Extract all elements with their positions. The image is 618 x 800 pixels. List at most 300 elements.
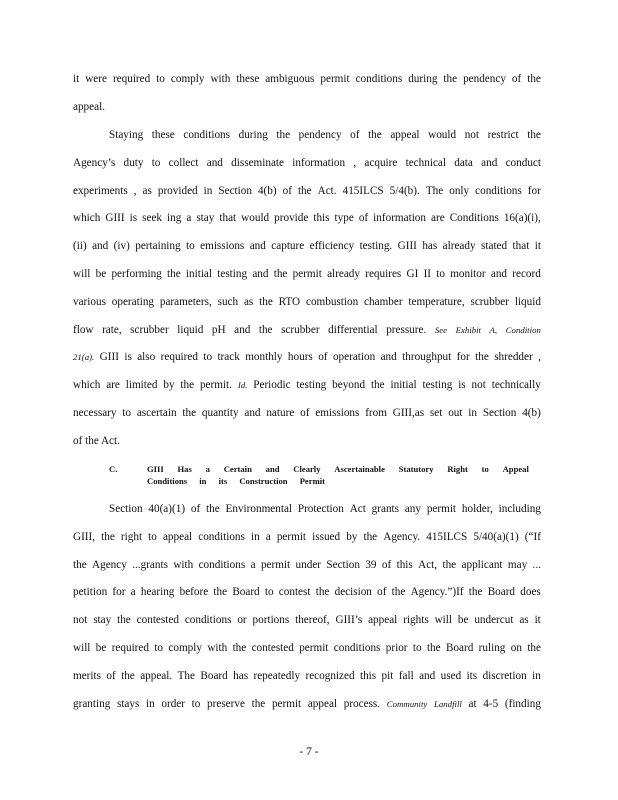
word: hearing — [140, 586, 175, 598]
word: the — [370, 379, 385, 391]
heading-line — [147, 476, 325, 487]
word: to — [203, 351, 213, 363]
word: See — [434, 325, 448, 335]
word: Conditions — [449, 212, 499, 224]
word: flow — [73, 324, 94, 336]
word: the — [182, 407, 197, 419]
word: to — [264, 586, 274, 598]
word: the — [180, 379, 195, 391]
word: undercut — [474, 614, 514, 626]
word: 415ILCS — [426, 531, 468, 543]
word: in — [468, 407, 477, 419]
word: to — [412, 642, 422, 654]
word: GIII’s — [335, 614, 363, 626]
heading-letter: C. — [109, 464, 118, 474]
word: technical — [405, 157, 446, 169]
word: 21(a). — [73, 352, 95, 362]
word: the — [101, 531, 115, 543]
word: as — [243, 296, 254, 308]
word: emissions — [200, 240, 245, 252]
word: this — [359, 670, 377, 682]
word: before — [179, 586, 209, 598]
word: 4(b) — [257, 185, 277, 197]
word: to — [148, 531, 157, 543]
word: repeatedly — [253, 670, 301, 682]
word: GIII — [397, 240, 417, 252]
word: to — [122, 407, 131, 419]
word: a — [250, 559, 256, 571]
word: ... — [532, 559, 541, 571]
word: the — [368, 129, 382, 141]
word: any — [404, 503, 421, 515]
word: as — [519, 614, 529, 626]
word: does — [520, 586, 541, 598]
word: of — [300, 407, 310, 419]
text-line — [73, 530, 541, 544]
word: in — [199, 476, 207, 486]
word: 39 — [365, 559, 377, 571]
word: ruling — [478, 642, 506, 654]
word: conditions — [475, 185, 522, 197]
word: a — [265, 531, 271, 543]
text-line — [73, 156, 541, 170]
word: information — [373, 212, 426, 224]
text-line — [73, 323, 541, 337]
word: and — [234, 324, 251, 336]
word: of — [190, 503, 201, 515]
heading-line — [147, 464, 529, 475]
word: provided — [157, 185, 198, 197]
word: GIII — [147, 464, 164, 474]
word: stay — [196, 212, 215, 224]
word: Right — [447, 464, 468, 474]
word: already — [442, 240, 476, 252]
word: that — [512, 240, 530, 252]
word: parameters, — [159, 296, 212, 308]
word: shredder — [494, 351, 533, 363]
word: Conditions — [147, 476, 188, 486]
word: by — [163, 379, 175, 391]
word: a — [186, 212, 192, 224]
word: and — [206, 157, 223, 169]
word: not — [464, 129, 479, 141]
word: Protection — [297, 503, 344, 515]
word: these — [151, 129, 175, 141]
word: liquid — [514, 296, 541, 308]
word: scrubber — [470, 296, 509, 308]
text-line: of the Act. — [73, 435, 120, 447]
word: it — [73, 73, 80, 85]
word: conditions — [198, 531, 245, 543]
word: The — [425, 185, 444, 197]
text-line — [109, 128, 541, 142]
word: GIII,as — [392, 407, 425, 419]
word: of — [350, 129, 360, 141]
word: conduct — [505, 157, 541, 169]
word: applicant — [461, 559, 503, 571]
word: will — [73, 268, 91, 280]
word: issued — [312, 531, 341, 543]
word: of — [318, 351, 328, 363]
word: ascertain — [136, 407, 177, 419]
word: the — [468, 586, 483, 598]
word: initial — [185, 268, 213, 280]
word: (iv) — [113, 240, 130, 252]
word: the — [315, 586, 330, 598]
word: would — [428, 129, 457, 141]
word: of — [106, 670, 116, 682]
word: conditions — [333, 642, 381, 654]
word: the — [121, 670, 135, 682]
word: permit — [299, 642, 329, 654]
word: petition — [73, 586, 108, 598]
word: RTO — [278, 296, 301, 308]
word: holder, — [461, 503, 493, 515]
word: combustion — [305, 296, 359, 308]
word: Agency’s — [73, 157, 116, 169]
word: has — [233, 670, 249, 682]
word: of — [381, 559, 392, 571]
word: Exhibit — [455, 325, 481, 335]
word: II — [423, 268, 432, 280]
word: operation — [332, 351, 376, 363]
word: during — [238, 129, 268, 141]
word: Act — [349, 503, 366, 515]
word: 16(a)(i), — [503, 212, 541, 224]
word: Board — [232, 586, 260, 598]
word: in — [532, 670, 541, 682]
word: with — [210, 73, 231, 85]
word: in — [146, 698, 155, 710]
word: Agency — [92, 559, 127, 571]
word: Board — [487, 586, 516, 598]
word: Environmental — [225, 503, 293, 515]
word: the — [442, 559, 457, 571]
word: appeal. — [140, 670, 173, 682]
word: are — [431, 212, 445, 224]
word: various — [73, 296, 106, 308]
word: conditions — [198, 559, 246, 571]
word: rate, — [102, 324, 122, 336]
word: the — [527, 73, 541, 85]
word: Section — [109, 503, 143, 515]
text-line — [73, 239, 541, 253]
word: right — [120, 531, 143, 543]
word: Ascertainable — [334, 464, 385, 474]
word: necessary — [73, 407, 117, 419]
word: provide — [274, 212, 309, 224]
word: efficiency — [309, 240, 355, 252]
word: initial — [390, 379, 417, 391]
word: these — [236, 73, 260, 85]
word: permit — [320, 73, 350, 85]
word: conditions — [183, 129, 230, 141]
word: Permit — [299, 476, 325, 486]
word: and — [265, 464, 280, 474]
word: Agency.”)If — [410, 586, 464, 598]
word: appeal — [307, 698, 338, 710]
word: duty — [123, 157, 144, 169]
word: and — [92, 240, 109, 252]
word: Periodic — [253, 379, 291, 391]
word: hours — [287, 351, 313, 363]
word: the — [273, 268, 288, 280]
word: GI — [406, 268, 419, 280]
word: conditions — [184, 614, 232, 626]
word: required — [112, 73, 151, 85]
word: has — [422, 240, 438, 252]
text-line — [73, 378, 541, 392]
word: disseminate — [231, 157, 284, 169]
word: restrict — [487, 129, 519, 141]
text-line — [73, 406, 541, 420]
word: Has — [177, 464, 192, 474]
word: contest — [278, 586, 311, 598]
word: Board — [445, 642, 474, 654]
word: thereof, — [295, 614, 330, 626]
word: may — [507, 559, 528, 571]
word: order — [161, 698, 185, 710]
word: Community — [386, 699, 428, 709]
word: will — [73, 642, 91, 654]
word: to — [151, 157, 161, 169]
word: contested — [251, 642, 294, 654]
word: monitor — [450, 268, 486, 280]
word: the — [276, 129, 291, 141]
word: required — [160, 351, 198, 363]
word: technically — [491, 379, 541, 391]
word: testing — [217, 268, 248, 280]
word: to — [156, 73, 165, 85]
word: conditions — [355, 73, 403, 85]
word: , — [133, 185, 137, 197]
word: the — [232, 642, 247, 654]
word: Agency. — [383, 531, 421, 543]
word: the — [297, 185, 312, 197]
word: process. — [343, 698, 381, 710]
word: its — [218, 476, 228, 486]
word: throughput — [402, 351, 452, 363]
word: be — [95, 268, 107, 280]
word: Id. — [237, 380, 248, 390]
word: with — [173, 559, 194, 571]
word: Board — [200, 670, 228, 682]
word: are — [106, 379, 120, 391]
word: operating — [111, 296, 155, 308]
word: the — [363, 531, 378, 543]
text-line — [73, 267, 541, 281]
word: limited — [125, 379, 158, 391]
word: be — [95, 642, 107, 654]
word: the — [206, 503, 220, 515]
word: merits — [73, 670, 101, 682]
word: quantity — [201, 407, 239, 419]
word: experiments — [73, 185, 128, 197]
word: its — [466, 670, 478, 682]
word: to — [154, 642, 164, 654]
word: pendency — [298, 129, 342, 141]
word: record — [512, 268, 541, 280]
word: for — [112, 586, 126, 598]
word: not — [471, 379, 486, 391]
word: such — [217, 296, 239, 308]
word: and — [419, 670, 436, 682]
word: Statutory — [398, 464, 434, 474]
word: also — [137, 351, 156, 363]
text-line — [73, 697, 541, 711]
word: data — [454, 157, 473, 169]
word: granting — [73, 698, 111, 710]
word: grants — [371, 503, 400, 515]
word: is — [458, 379, 466, 391]
word: GIII — [105, 212, 125, 224]
word: 415ILCS — [342, 185, 384, 197]
word: Construction — [239, 476, 288, 486]
word: discretion — [482, 670, 527, 682]
word: 5/40(a)(1) — [473, 531, 519, 543]
word: Appeal — [502, 464, 529, 474]
word: and — [481, 157, 498, 169]
word: ambiguous — [265, 73, 315, 85]
word: A, — [489, 325, 498, 335]
word: differential — [328, 324, 378, 336]
word: pertaining — [135, 240, 181, 252]
word: permit — [292, 268, 322, 280]
word: to — [436, 268, 445, 280]
word: of — [511, 73, 522, 85]
word: beyond — [332, 379, 366, 391]
word: in — [250, 531, 260, 543]
word: temperature, — [408, 296, 465, 308]
word: and — [490, 268, 508, 280]
word: the — [426, 642, 441, 654]
word: this — [396, 559, 413, 571]
word: Section — [218, 185, 252, 197]
word: permit. — [199, 379, 232, 391]
word: and — [380, 351, 397, 363]
text-line — [73, 184, 541, 198]
word: (“If — [524, 531, 541, 543]
word: Condition — [505, 325, 541, 335]
word: stated — [481, 240, 508, 252]
word: set — [429, 407, 443, 419]
word: track — [217, 351, 240, 363]
text-line — [73, 641, 541, 655]
word: permit — [426, 503, 457, 515]
word: would — [241, 212, 270, 224]
word: in — [203, 185, 213, 197]
word: appeal — [368, 614, 398, 626]
word: decision — [334, 586, 372, 598]
text-line — [73, 350, 541, 364]
word: for — [456, 351, 470, 363]
word: prior — [385, 642, 408, 654]
text-line — [73, 558, 541, 572]
word: seek — [142, 212, 163, 224]
word: and — [252, 268, 269, 280]
word: the — [258, 324, 273, 336]
word: Section — [482, 407, 517, 419]
word: (finding — [504, 698, 541, 710]
word: the — [251, 698, 266, 710]
word: performing — [111, 268, 162, 280]
word: requires — [365, 268, 402, 280]
word: which — [73, 212, 101, 224]
word: this — [313, 212, 330, 224]
word: the — [391, 586, 406, 598]
word: it — [534, 614, 541, 626]
word: of — [282, 185, 292, 197]
word: from — [365, 407, 387, 419]
word: Section — [326, 559, 360, 571]
word: to — [186, 240, 195, 252]
word: at — [468, 698, 477, 710]
word: appeal — [162, 531, 193, 543]
word: stay — [93, 614, 112, 626]
word: to — [191, 698, 201, 710]
word: 40(a)(1) — [148, 503, 186, 515]
word: will — [434, 614, 452, 626]
word: the — [475, 351, 489, 363]
word: be — [457, 614, 469, 626]
text-line — [73, 613, 541, 627]
word: permit — [260, 559, 291, 571]
word: pH — [211, 324, 226, 336]
word: only — [449, 185, 470, 197]
word: ing — [167, 212, 182, 224]
word: for — [527, 185, 541, 197]
word: recognized — [305, 670, 355, 682]
word: Staying — [109, 129, 144, 141]
word: not — [73, 614, 88, 626]
word: scrubber — [281, 324, 320, 336]
word: testing. — [359, 240, 393, 252]
word: of — [358, 212, 369, 224]
word: testing — [422, 379, 453, 391]
text-line — [73, 585, 541, 599]
word: The — [177, 670, 195, 682]
word: acquire — [364, 157, 398, 169]
word: , — [353, 157, 357, 169]
text-line — [73, 211, 541, 225]
word: stays — [116, 698, 140, 710]
word: or — [237, 614, 247, 626]
word: preserve — [207, 698, 245, 710]
word: a — [130, 586, 136, 598]
word: permit — [271, 698, 302, 710]
word: emissions — [315, 407, 360, 419]
word: chamber — [364, 296, 403, 308]
word: it — [534, 240, 541, 252]
word: liquid — [177, 324, 204, 336]
word: is — [129, 212, 138, 224]
word: pit — [381, 670, 394, 682]
word: the — [527, 642, 541, 654]
word: comply — [168, 642, 202, 654]
word: nature — [266, 407, 295, 419]
word: portions — [252, 614, 290, 626]
word: capture — [271, 240, 305, 252]
word: of — [377, 586, 387, 598]
word: the — [167, 268, 181, 280]
word: used — [440, 670, 462, 682]
word: Act, — [418, 559, 438, 571]
word: is — [124, 351, 132, 363]
word: fall — [398, 670, 414, 682]
word: 5/4(b). — [389, 185, 420, 197]
word: collect — [168, 157, 199, 169]
text-line — [109, 502, 541, 516]
